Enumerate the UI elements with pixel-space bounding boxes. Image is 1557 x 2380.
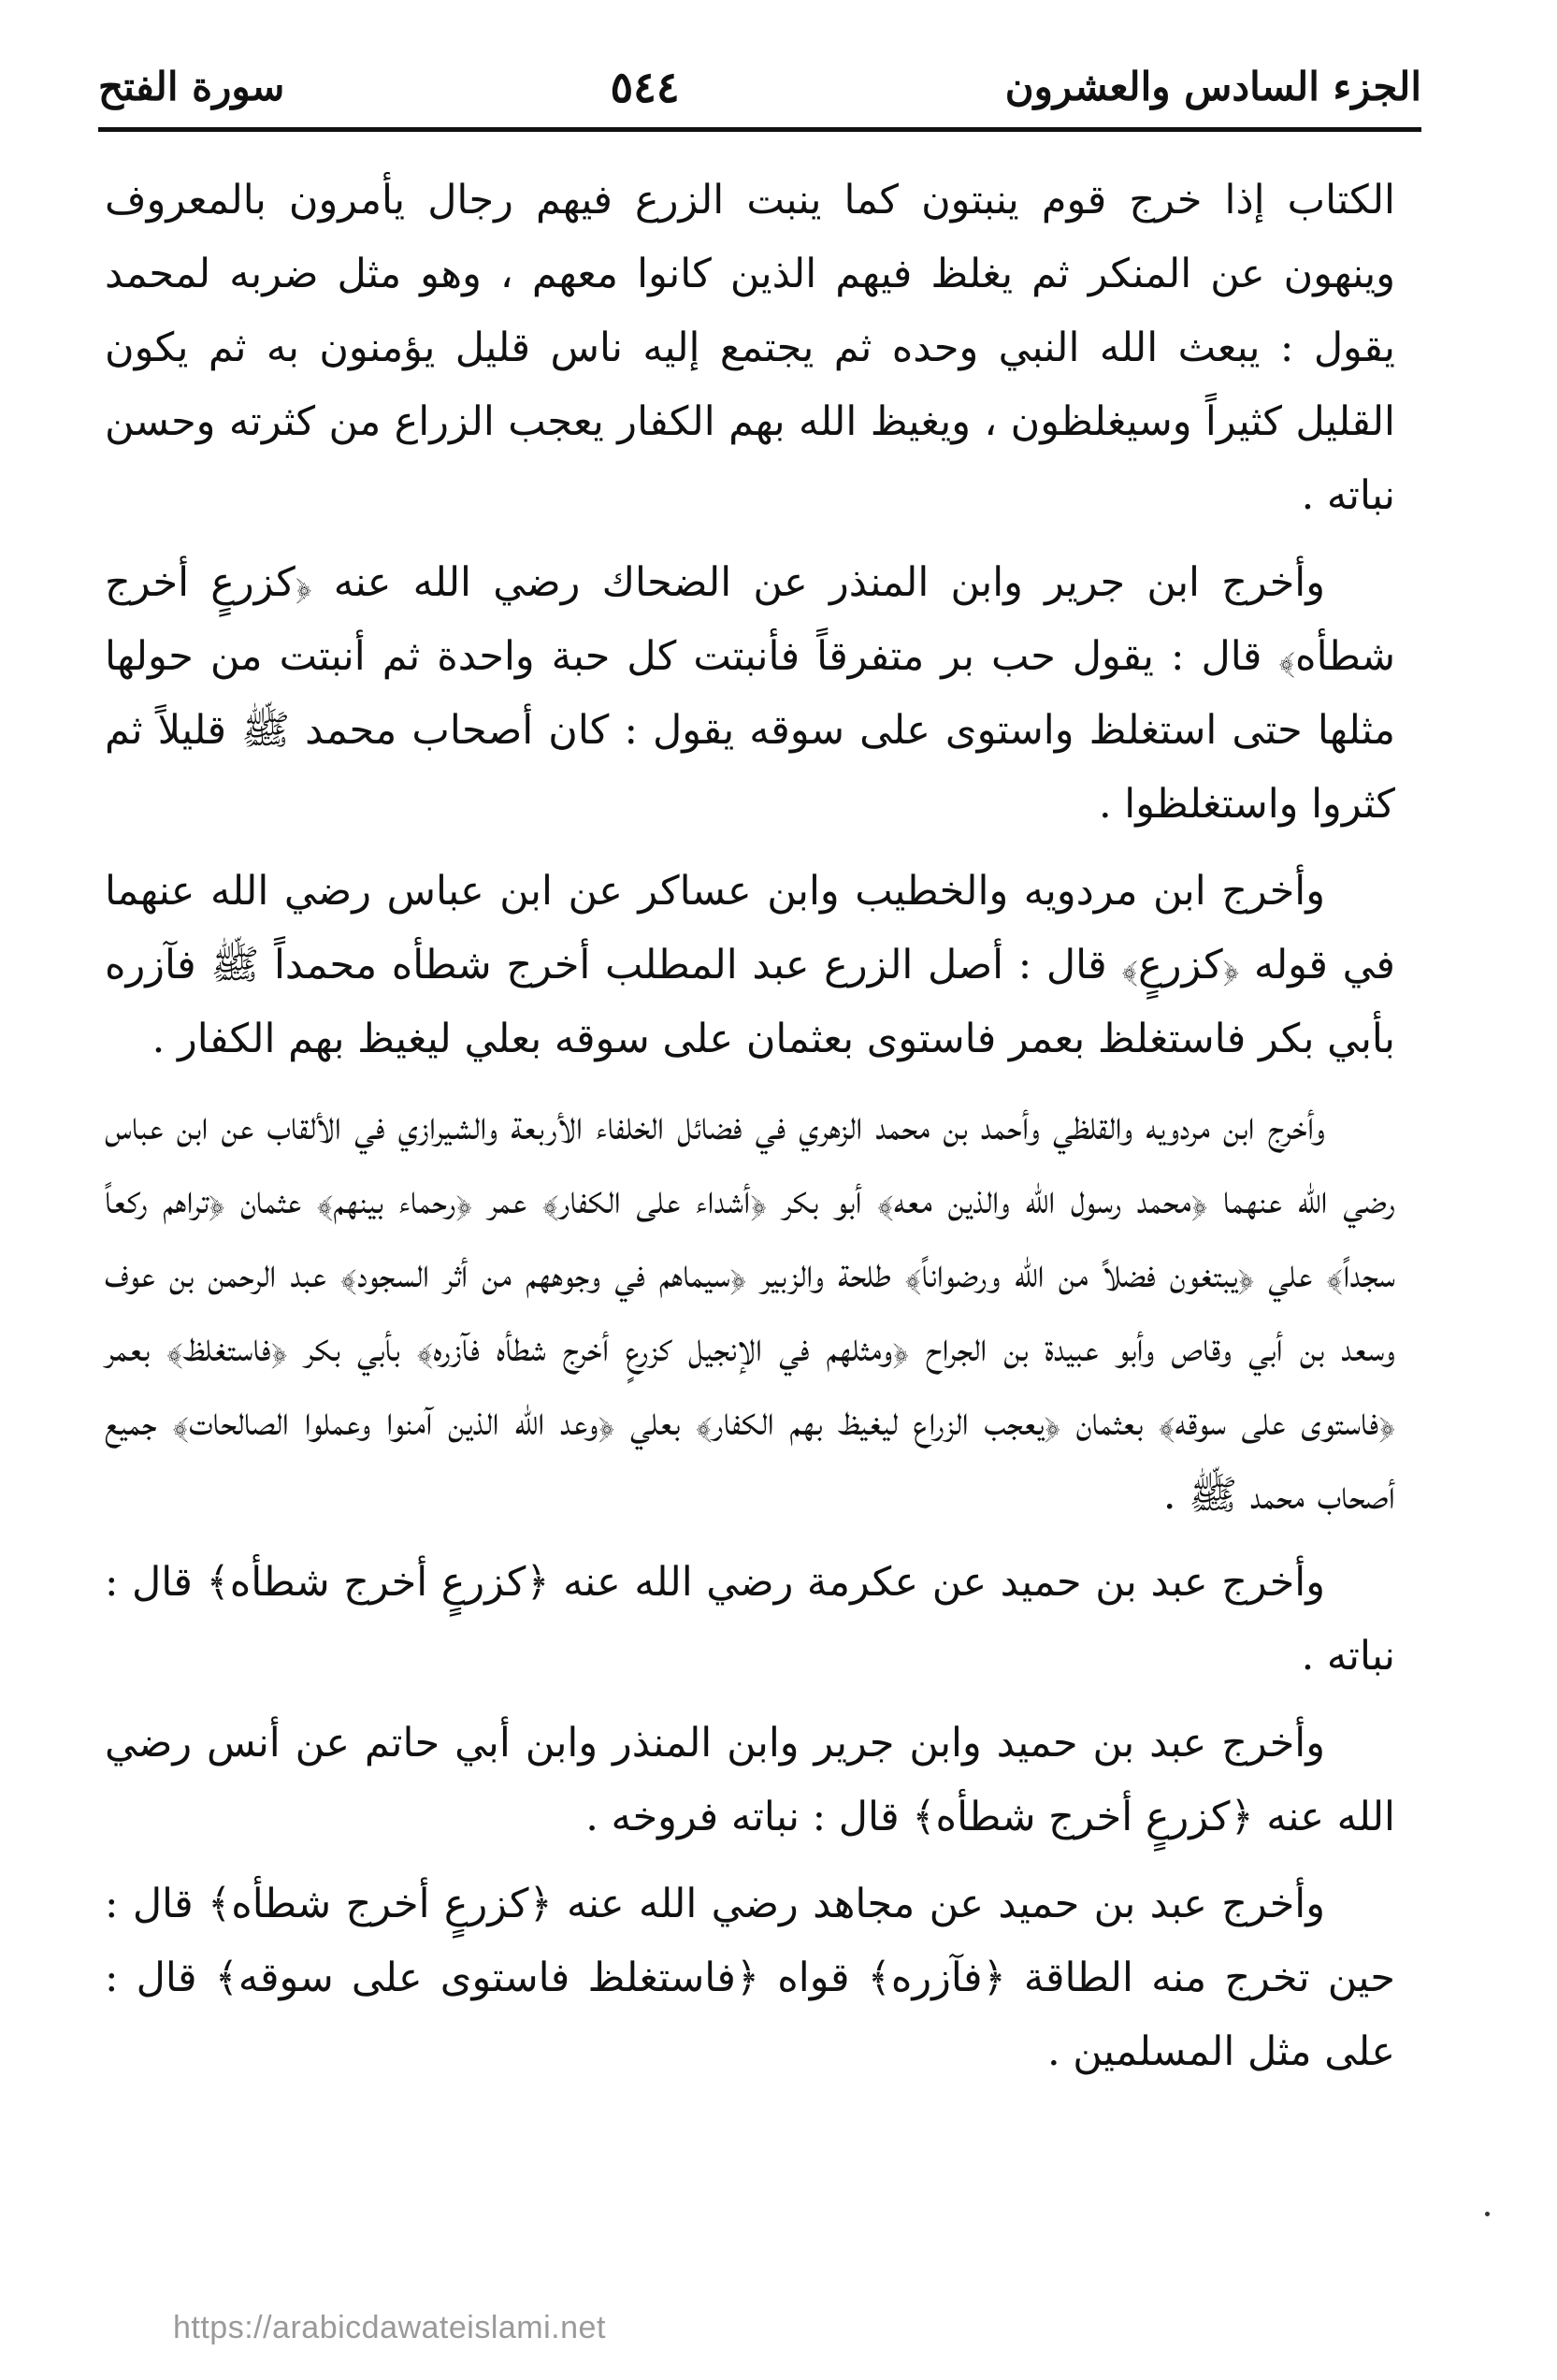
paragraph: وأخرج ابن جرير وابن المنذر عن الضحاك رضي الله عنه ﴿كزرعٍ أخرج شطأه﴾ قال : يقول حب بر متفرقاً فأنبتت كل حبة واحدة ثم أنبتت من حولها مثلها حتى استغلظ واستوى على سوقه يقول : كان أصحاب محمد ﷺ قليلاً ثم كثروا واستغلظوا . (105, 559, 1395, 828)
paragraph: الكتاب إذا خرج قوم ينبتون كما ينبت الزرع فيهم رجال يأمرون بالمعروف وينهون عن المنكر ثم يغلظ فيهم الذين كانوا معهم ، وهو مثل ضربه لمحمد يقول : يبعث الله النبي وحده ثم يجتمع إليه ناس قليل يؤمنون به ثم يكون القليل كثيراً وسيغلظون ، ويغيظ الله بهم الكفار يعجب الزراع من كثرته وحسن نباته . (105, 177, 1395, 519)
paragraph: وأخرج ابن مردويه والقلظي وأحمد بن محمد الزهري في فضائل الخلفاء الأربعة والشيرازي في الألقاب عن ابن عباس رضي الله عنهما ﴿محمد رسول الله والذين معه﴾ أبو بكر ﴿أشداء على الكفار﴾ عمر ﴿رحماء بينهم﴾ عثمان ﴿تراهم ركعاً سجداً﴾ علي ﴿يبتغون فضلاً من الله ورضواناً﴾ طلحة والزبير ﴿سيماهم في وجوههم من أثر السجود﴾ عبد الرحمن بن عوف وسعد بن أبي وقاص وأبو عبيدة بن الجراح ﴿ومثلهم في الإنجيل كزرعٍ أخرج شطأه فآزره﴾ بأبي بكر ﴿فاستغلظ﴾ بعمر ﴿فاستوى على سوقه﴾ بعثمان ﴿يعجب الزراع ليغيظ بهم الكفار﴾ بعلي ﴿وعد الله الذين آمنوا وعملوا الصالحات﴾ جميع أصحاب محمد ﷺ . (105, 1103, 1395, 1519)
page-number: ٥٤٤ (610, 61, 680, 112)
page-header (98, 47, 1421, 126)
paragraph: وأخرج عبد بن حميد وابن جرير وابن المنذر وابن أبي حاتم عن أنس رضي الله عنه ﴿كزرعٍ أخرج شطأه﴾ قال : نباته فروخه . (105, 1720, 1395, 1840)
page-body (105, 164, 1395, 2102)
paragraph: وأخرج عبد بن حميد عن مجاهد رضي الله عنه ﴿كزرعٍ أخرج شطأه﴾ قال : حين تخرج منه الطاقة ﴿فآزره﴾ قواه ﴿فاستغلظ فاستوى على سوقه﴾ قال : على مثل المسلمين . (105, 1881, 1395, 2075)
paragraph: وأخرج عبد بن حميد عن عكرمة رضي الله عنه ﴿كزرعٍ أخرج شطأه﴾ قال : نباته . (105, 1559, 1395, 1680)
watermark-url: https://arabicdawateislami.net (173, 2310, 606, 2345)
paragraph: وأخرج ابن مردويه والخطيب وابن عساكر عن ابن عباس رضي الله عنهما في قوله ﴿كزرعٍ﴾ قال : أصل الزرع عبد المطلب أخرج شطأه محمداً ﷺ فآزره بأبي بكر فاستغلظ بعمر فاستوى بعثمان على سوقه بعلي ليغيظ بهم الكفار . (105, 868, 1395, 1062)
page-speck (1485, 2212, 1490, 2216)
header-divider (98, 127, 1421, 132)
juz-title: الجزء السادس والعشرون (1004, 64, 1421, 109)
surah-title: سورة الفتح (98, 64, 285, 109)
